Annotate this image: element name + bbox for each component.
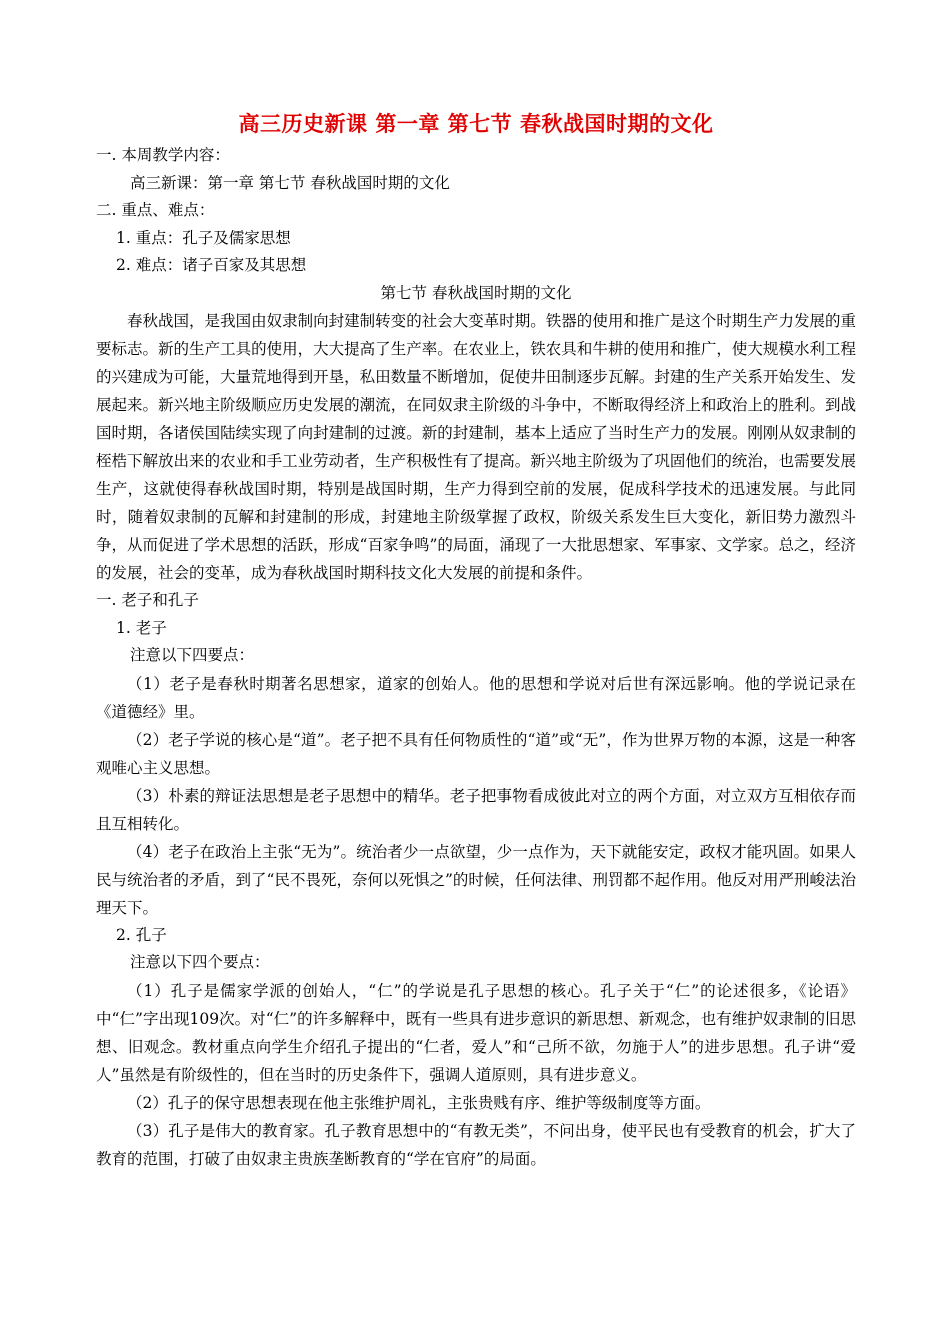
teaching-content-item: 高三新课：第一章 第七节 春秋战国时期的文化 <box>130 173 450 192</box>
difficult-point-item: 2. 难点：诸子百家及其思想 <box>116 256 307 274</box>
part1-heading: 一. 老子和孔子 <box>96 591 199 609</box>
laozi-point: （3）朴素的辩证法思想是老子思想中的精华。老子把事物看成彼此对立的两个方面，对立双方互相依存而且互相转化。 <box>96 786 856 833</box>
laozi-note: 注意以下四要点： <box>130 646 255 664</box>
section-heading-key-points: 二. 重点、难点： <box>96 201 215 219</box>
laozi-heading: 1. 老子 <box>116 618 167 637</box>
document-title: 高三历史新课 第一章 第七节 春秋战国时期的文化 <box>238 111 714 136</box>
kongzi-point: （1）孔子是儒家学派的创始人，“仁”的学说是孔子思想的核心。孔子关于“仁”的论述很多，《论语》中“仁”字出现109次。对“仁”的许多解释中，既有一些具有进步意识的新思想、新观念，也有维护奴隶制的旧思想、旧观念。教材重点向学生介绍孔子提出的“仁者，爱人”和“己所不欲，勿施于人”的进步思想。孔子讲“爱人”虽然是有阶级性的，但在当时的历史条件下，强调人道原则，具有进步意义。 <box>96 981 856 1084</box>
laozi-point: （2）老子学说的核心是“道”。老子把不具有任何物质性的“道”或“无”，作为世界万物的本源，这是一种客观唯心主义思想。 <box>96 730 856 777</box>
kongzi-point: （2）孔子的保守思想表现在他主张维护周礼，主张贵贱有序、维护等级制度等方面。 <box>127 1093 711 1112</box>
document-page <box>96 108 856 1173</box>
kongzi-point: （3）孔子是伟大的教育家。孔子教育思想中的“有教无类”，不问出身，使平民也有受教育的机会，扩大了教育的范围，打破了由奴隶主贵族垄断教育的“学在官府”的局面。 <box>96 1121 856 1168</box>
laozi-point: （4）老子在政治上主张“无为”。统治者少一点欲望，少一点作为，天下就能安定，政权才能巩固。如果人民与统治者的矛盾，到了“民不畏死，奈何以死惧之”的时候，任何法律、刑罚都不起作用。他反对用严刑峻法治理天下。 <box>96 842 856 917</box>
key-point-item: 1. 重点：孔子及儒家思想 <box>116 228 291 247</box>
section-heading-teaching-content: 一. 本周教学内容： <box>96 146 230 164</box>
intro-paragraph: 春秋战国，是我国由奴隶制向封建制转变的社会大变革时期。铁器的使用和推广是这个时期生产力发展的重要标志。新的生产工具的使用，大大提高了生产率。在农业上，铁农具和牛耕的使用和推广，使大规模水利工程的兴建成为可能，大量荒地得到开垦，私田数量不断增加，促使井田制逐步瓦解。封建的生产关系开始发生、发展起来。新兴地主阶级顺应历史发展的潮流，在同奴隶主阶级的斗争中，不断取得经济上和政治上的胜利。到战国时期，各诸侯国陆续实现了向封建制的过渡。新的封建制，基本上适应了当时生产力的发展。刚刚从奴隶制的桎梏下解放出来的农业和手工业劳动者，生产积极性有了提高。新兴地主阶级为了巩固他们的统治，也需要发展生产，这就使得春秋战国时期，特别是战国时期，生产力得到空前的发展，促成科学技术的迅速发展。与此同时，随着奴隶制的瓦解和封建制的形成，封建地主阶级掌握了政权，阶级关系发生巨大变化，新旧势力激烈斗争，从而促进了学术思想的活跃，形成“百家争鸣”的局面，涌现了一大批思想家、军事家、文学家。总之，经济的发展，社会的变革，成为春秋战国时期科技文化大发展的前提和条件。 <box>96 312 856 582</box>
kongzi-heading: 2. 孔子 <box>116 925 167 944</box>
section-title: 第七节 春秋战国时期的文化 <box>380 283 572 302</box>
kongzi-note: 注意以下四个要点： <box>130 953 270 971</box>
laozi-point: （1）老子是春秋时期著名思想家，道家的创始人。他的思想和学说对后世有深远影响。他的学说记录在《道德经》里。 <box>96 674 856 721</box>
